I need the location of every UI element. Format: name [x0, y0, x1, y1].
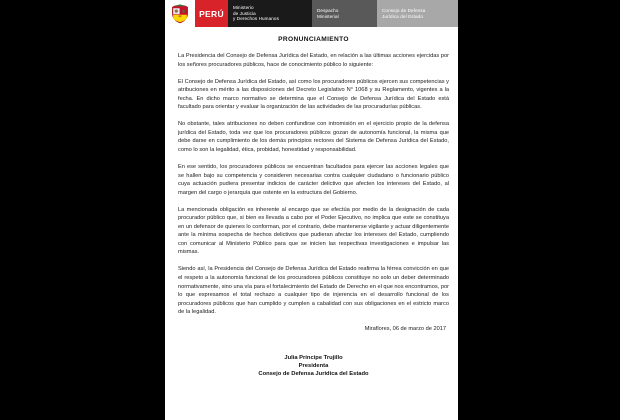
- ministry-label-line3: y Derechos Humanos: [233, 16, 279, 22]
- council-label: [382, 8, 425, 19]
- council-segment: [377, 0, 458, 27]
- office-label-line1: Despacho: [317, 7, 339, 13]
- paragraph: La Presidencia del Consejo de Defensa Jurídica del Estado, en relación a las últimas acciones ejercidas por los señores procuradores públicos, hace de conocimiento público lo siguiente:: [178, 53, 449, 68]
- signature-block: [178, 354, 449, 379]
- ministry-label: [233, 5, 279, 22]
- office-label-line2: Ministerial: [317, 13, 339, 19]
- council-label-line2: Jurídica del Estado: [382, 13, 423, 19]
- paragraph: Siendo así, la Presidencia del Consejo de Defensa Jurídica del Estado reafirma la férrea convicción en que el respeto a la autonomía funcional de los procuradores públicos constituye no solo un deber determinado normativamente, sino una vía para el fortalecimiento del Estado de Derecho en el que nos encontramos, por lo que expresamos el total rechazo a cualquier tipo de injerencia en el desarrollo funcional de los procuradores públicos que han cumplido y cumplen a cabalidad con sus obligaciones en el estricto marco de la legalidad.: [178, 266, 449, 316]
- paragraph: El Consejo de Defensa Jurídica del Estado, así como los procuradores públicos ejercen sus competencias y atribuciones en mérito a las disposiciones del Decreto Legislativo N° 1068 y su Reglamento, vigentes a la fecha. En dicho marco normativo se determina que el Consejo de Defensa Jurídica del Estado está facultado para orientar y evaluar la organización de las actividades de las procuradurías públicas.: [178, 78, 449, 111]
- government-header-banner: [165, 0, 458, 27]
- signatory-institution: Consejo de Defensa Jurídica del Estado: [258, 371, 369, 378]
- peru-brand-segment: [195, 0, 228, 27]
- paragraph: La mencionada obligación es inherente al encargo que se efectúa por medio de la designación de cada procurador público que, si bien es llevada a cabo por el Poder Ejecutivo, no implica que este se constituya en un defensor de quienes lo conforman, por el contrario, debe mantenerse vigilante y actuar diligentemente ante la mínima sospecha de hechos delictivos que pudieran afectar los intereses del Estado, cumpliendo con comunicar al Ministerio Público para que se inicien las respectivas investigaciones e impulsar las mismas.: [178, 206, 449, 256]
- peru-coat-of-arms-icon: [171, 4, 189, 24]
- signatory-role: Presidenta: [298, 362, 329, 369]
- peru-label: PERÚ: [199, 8, 224, 19]
- office-label: [317, 8, 339, 19]
- crest-segment: [165, 0, 195, 27]
- page-title: PRONUNCIAMIENTO: [278, 36, 349, 43]
- ministry-label-line1: Ministerio: [233, 5, 254, 11]
- dateline: Miraflores, 06 de marzo de 2017: [364, 326, 446, 333]
- office-segment: [312, 0, 377, 27]
- council-label-line1: Consejo de Defensa: [382, 7, 426, 13]
- ministry-segment: [228, 0, 312, 27]
- document-page: [165, 0, 458, 420]
- paragraph: En ese sentido, los procuradores públicos se encuentran facultados para ejercer las acciones legales que se hallen bajo su competencia y consideren necesarias contra cualquier ciudadano o funcionario público cuya actuación pudiera presentar indicios de carácter delictivo que afecten los intereses del Estado, al margen del cargo o jerarquía que ostente en la estructura del Gobierno.: [178, 163, 449, 196]
- signatory-name: Julia Príncipe Trujillo: [284, 354, 343, 361]
- paragraph: No obstante, tales atribuciones no deben confundirse con intromisión en el ejercicio propio de la defensa jurídica del Estado, toda vez que los procuradores públicos gozan de autonomía funcional, la misma que debe darse en cumplimiento de los demás principios rectores del Sistema de Defensa Jurídica del Estado, como lo son la legalidad, ética, probidad, honestidad y responsabilidad.: [178, 121, 449, 153]
- document-content: [165, 36, 458, 378]
- ministry-label-line2: de Justicia: [233, 10, 256, 16]
